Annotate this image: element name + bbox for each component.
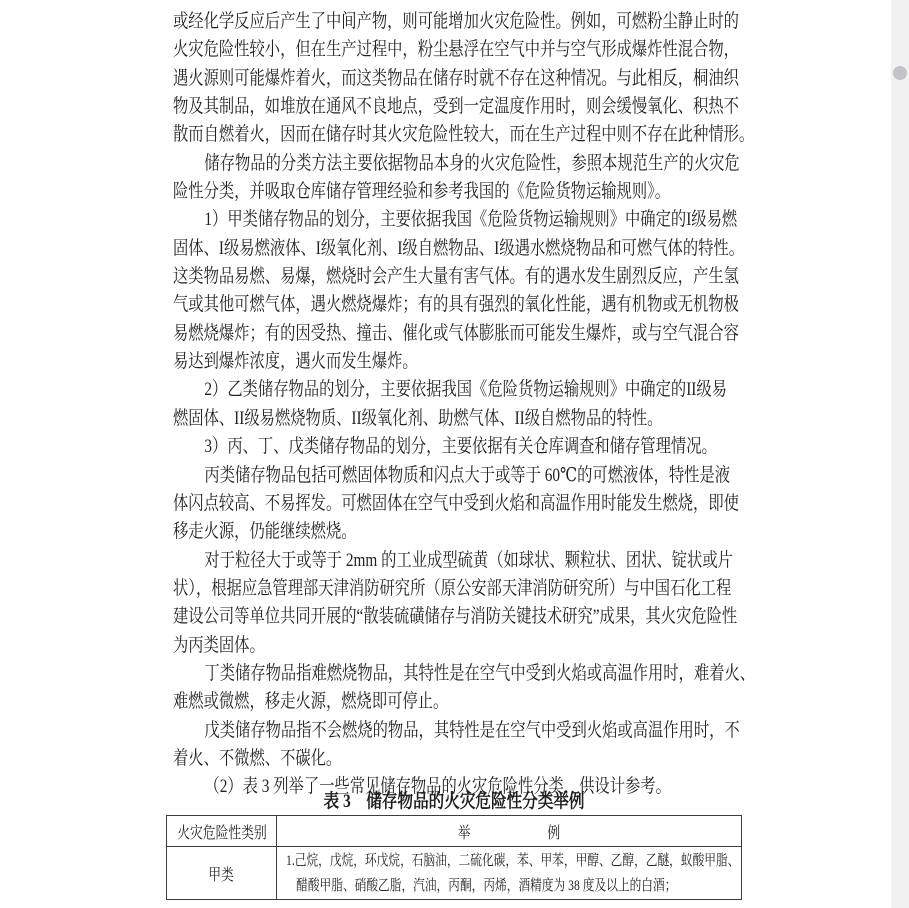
table-cell-category-label: 甲类 — [208, 866, 235, 884]
body-text-line: 易达到爆炸浓度，遇火而发生爆炸。 — [173, 351, 418, 373]
body-text-line: 2）乙类储存物品的划分，主要依据我国《危险货物运输规则》中确定的II级易 — [204, 379, 727, 401]
table-caption: 表 3 储存物品的火灾危险性分类举例 — [323, 791, 585, 812]
body-text-line: 固体、I级易燃液体、I级氧化剂、I级自燃物品、I级遇水燃烧物品和可燃气体的特性。 — [173, 237, 744, 259]
table-header-category — [167, 816, 277, 846]
body-text-line: 险性分类，并吸取仓库储存管理经验和参考我国的《危险货物运输规则》。 — [173, 181, 671, 203]
body-text-line: （2）表 3 列举了一些常见储存物品的火灾危险性分类，供设计参考。 — [204, 776, 671, 798]
body-text-line: 状），根据应急管理部天津消防研究所（原公安部天津消防研究所）与中国石化工程 — [173, 577, 732, 599]
table-cell-examples — [277, 847, 741, 899]
classification-table — [166, 815, 742, 900]
body-text-line: 体闪点较高、不易挥发。可燃固体在空气中受到火焰和高温作用时能发生燃烧，即使 — [173, 492, 739, 514]
body-text-line: 或经化学反应后产生了中间产物，则可能增加火灾危险性。例如，可燃粉尘静止时的 — [173, 11, 739, 32]
body-text-line: 物及其制品，如堆放在通风不良地点，受到一定温度作用时，则会缓慢氧化、积热不 — [173, 96, 739, 118]
body-text-line: 储存物品的分类方法主要依据物品本身的火灾危险性，参照本规范生产的火灾危 — [204, 152, 740, 174]
table-cell-example-line: 醋酸甲脂、硝酸乙脂，汽油，丙酮，丙烯，酒精度为 38 度及以上的白酒； — [296, 878, 677, 894]
body-text-line: 丁类储存物品指难燃烧物品，其特性是在空气中受到火焰或高温作用时，难着火、 — [204, 662, 756, 684]
table-row — [167, 847, 741, 899]
body-text-line: 这类物品易燃、易爆，燃烧时会产生大量有害气体。有的遇水发生剧烈反应，产生氢 — [173, 266, 739, 288]
body-text-line: 着火、不微燃、不碳化。 — [173, 747, 342, 769]
body-text-line: 建设公司等单位共同开展的“散装硫磺储存与消防关键技术研究”成果，其火灾危险性 — [173, 606, 738, 628]
body-text-line: 移走火源，仍能继续燃烧。 — [173, 521, 357, 543]
table-header-examples — [277, 816, 741, 846]
body-text-line: 为丙类固体。 — [173, 634, 265, 656]
table-header-category-label: 火灾危险性类别 — [176, 824, 267, 842]
body-text-line: 难燃或微燃，移走火源，燃烧即可停止。 — [173, 691, 449, 713]
table-cell-example-line: 1.己烷，戊烷，环戊烷，石脑油，二硫化碳，苯、甲苯，甲醇、乙醇，乙醚，蚁酸甲脂、 — [286, 853, 740, 869]
body-text-line: 戊类储存物品指不会燃烧的物品，其特性是在空气中受到火焰或高温作用时，不 — [204, 719, 740, 741]
body-text-line: 遇火源则可能爆炸着火，而这类物品在储存时就不存在这种情况。与此相反，桐油织 — [173, 67, 739, 89]
body-text-line: 散而自燃着火，因而在储存时其火灾危险性较大，而在生产过程中则不存在此种情形。 — [173, 124, 755, 146]
body-text-line: 对于粒径大于或等于 2mm 的工业成型硫黄（如球状、颗粒状、团状、锭状或片 — [204, 549, 733, 571]
body-text-line: 3）丙、丁、戊类储存物品的划分，主要依据有关仓库调查和储存管理情况。 — [204, 436, 717, 458]
document-body — [173, 8, 756, 802]
body-text-line: 丙类储存物品包括可燃固体物质和闪点大于或等于 60℃的可燃液体，特性是液 — [204, 464, 731, 486]
body-text-line: 燃固体、II级易燃烧物质、II级氧化剂、助燃气体、II级自燃物品的特性。 — [173, 407, 663, 429]
body-text-line: 易燃烧爆炸；有的因受热、撞击、催化或气体膨胀而可能发生爆炸，或与空气混合容 — [173, 322, 739, 344]
body-text-line: 1）甲类储存物品的划分，主要依据我国《危险货物运输规则》中确定的I级易燃 — [204, 209, 738, 231]
table-header-examples-label: 举 例 — [457, 824, 561, 842]
scrollbar-track[interactable] — [891, 0, 909, 908]
body-text-line: 火灾危险性较小，但在生产过程中，粉尘悬浮在空气中并与空气形成爆炸性混合物， — [173, 39, 739, 61]
table-cell-category — [167, 847, 277, 899]
body-text-line: 气或其他可燃气体，遇火燃烧爆炸；有的具有强烈的氧化性能，遇有机物或无机物极 — [173, 294, 739, 316]
table-header-row — [167, 816, 741, 847]
scrollbar-thumb[interactable] — [893, 66, 907, 80]
